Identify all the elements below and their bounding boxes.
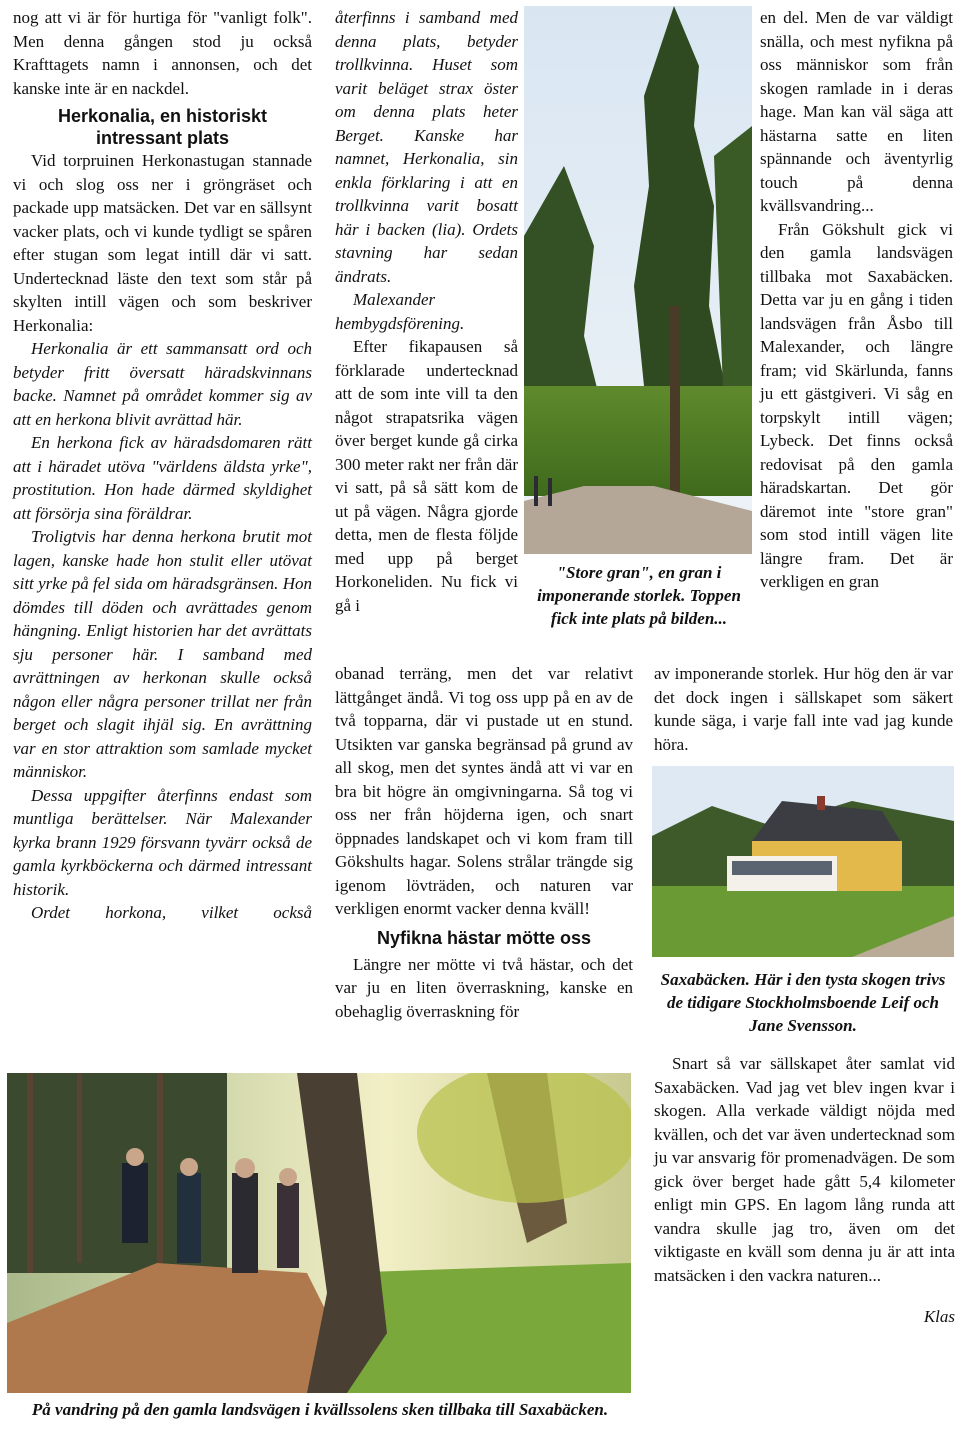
- paragraph-saxabacken: Snart så var sällskapet åter samlat vid Saxabäcken. Vad jag vet blev ingen kvar i skogen. Alla verkade väldigt nöjda med kvällen, och det var även undertecknad som ju var ansvarig för promenadvägen. De som gick över berget hade gått 5,4 kilometer enligt min GPS. En lagom lång runda att vandra skulle jag tro, även om det viktigaste en kväll som denna ju är att inta matsäcken i den vackra naturen...: [654, 1054, 955, 1285]
- walk-photo: [7, 1073, 631, 1393]
- column-1: [13, 6, 312, 925]
- column-2-lower: [335, 662, 633, 1023]
- paragraph-fikapausen: Efter fikapausen så förklarade undertecknad att de som inte vill ta den något strapatsrika vägen över berget kunde gå cirka 300 meter rakt ner från där vi satt, på så sätt kom de ut på vägen. Några gjorde detta, men de flesta följde med upp på berget Horkoneliden. Nu fick vi gå i: [335, 337, 518, 615]
- paragraph-hastar-snalla: en del. Men de var väldigt snälla, och mest nyfikna på oss människor som från skogen ramlade in i deras hage. Man kan väl säga att hästarna satte en liten spännande och äventyrlig touch på denna kvällsvandring...: [760, 8, 953, 215]
- section-heading-herkonalia: Herkonalia, en historiskt intressant plats: [57, 106, 268, 148]
- signature: Klas: [923, 1307, 955, 1326]
- quote-paragraph-2: En herkona fick av häradsdomaren rätt att i häradet utöva "världens äldsta yrke", prostitution. Hon hade därmed skyldighet att försörja sina föräldrar.: [13, 433, 312, 523]
- quote-paragraph-4: Dessa uppgifter återfinns endast som muntliga berättelser. När Malexander kyrka brann 1929 försvann tyvärr också de gamla kyrkböckerna och därmed intressant historik.: [13, 785, 312, 899]
- intro-paragraph: nog att vi är för hurtiga för "vanligt folk". Men denna gången stod ju också Krafttagets namn i annonsen, och det kanske inte är en nackdel.: [13, 8, 312, 98]
- walk-photo-caption: På vandring på den gamla landsvägen i kvällssolens sken tillbaka till Saxabäcken.: [31, 1400, 609, 1419]
- house-photo: [652, 766, 954, 957]
- quote-paragraph-6: återfinns i samband med denna plats, betyder trollkvinna. Huset som varit beläget strax öster om denna plats heter Berget. Kanske har namnet, Herkonalia, sin enkla förklaring i att en trollkvinna varit bosatt här i backen (lia). Ordets stavning har sedan ändrats.: [335, 8, 518, 286]
- tree-photo-caption: "Store gran", en gran i imponerande storlek. Toppen fick inte plats på bilden...: [537, 563, 741, 628]
- paragraph-store-gran: av imponerande storlek. Hur hög den är var det dock ingen i sällskapet som säkert kunde säga, i varje fall inte vad jag kunde höra.: [654, 664, 953, 754]
- tree-photo: [524, 6, 752, 554]
- quote-paragraph-5: Ordet horkona, vilket också: [31, 903, 312, 922]
- source-credit: Malexander hembygdsförening.: [335, 290, 465, 333]
- paragraph-gokshult: Från Gökshult gick vi den gamla landsvägen tillbaka mot Saxabäcken. Detta var ju en gång i tiden landsvägen från Åsbo till Malexander, och längre fram; vid Skärlunda, fanns ju ett gästgiveri. Vi såg en torpskylt intill vägen; Lybeck. Det finns också redovisat på den gamla häradskartan. Det gör däremot inte "store gran" som stod intill vägen lite längre fram. Det är verkligen en gran: [760, 219, 953, 591]
- section-heading-hastar: Nyfikna hästar mötte oss: [376, 927, 592, 948]
- column-2-upper: [335, 6, 518, 617]
- paragraph-herkonastugan: Vid torpruinen Herkonastugan stannade vi och slog oss ner i gröngräset och packade upp matsäcken. Det var en sällsynt vacker plats, och vi kunde tydligt se spåren efter stugan som legat intill där vi satt. Undertecknad läste den text som står på skylten intill vägen och som beskriver Herkonalia:: [13, 151, 312, 335]
- column-3-lower: [654, 1052, 955, 1329]
- paragraph-hastar: Längre ner mötte vi två hästar, och det var ju en liten överraskning, kanske en obehaglig överraskning för: [335, 954, 633, 1021]
- house-photo-caption: Saxabäcken. Här i den tysta skogen trivs de tidigare Stockholmsboende Leif och Jane Svensson.: [660, 970, 946, 1035]
- column-3-upper: [760, 6, 953, 594]
- paragraph-terrang: obanad terräng, men det var relativt lättgånget ändå. Vi tog oss upp på en av de två topparna, där vi pustade ut en stund. Utsikten var ganska begränsad på grund av all skog, men det syntes ändå att vi var en bra bit högre än omgivningarna. Så tog vi oss ner från höjderna igen, och snart öppnades landskapet och vi kom fram till Gökshults hagar. Solens strålar trängde sig igenom lövträden, och naturen var verkligen enormt vacker denna kväll!: [335, 664, 633, 918]
- quote-paragraph-3: Troligtvis har denna herkona brutit mot lagen, kanske hade hon stulit eller utövat sitt yrke på fel sida om häradsgränsen. Hon dömdes till döden och avrättades genom hängning. Enligt historien har det avrättats sju personer här. I samband med avrättningen av herkonan skulle också någon eller några personer trillat ner från berget och slagit ihjäl sig. En avrättning var en stor attraktion som samlade mycket människor.: [13, 527, 312, 781]
- quote-paragraph-1: Herkonalia är ett sammansatt ord och betyder fritt översatt häradskvinnans backe. Namnet på området kommer sig av att en herkona blivit avrättad här.: [13, 339, 312, 429]
- column-3-middle: [654, 662, 953, 756]
